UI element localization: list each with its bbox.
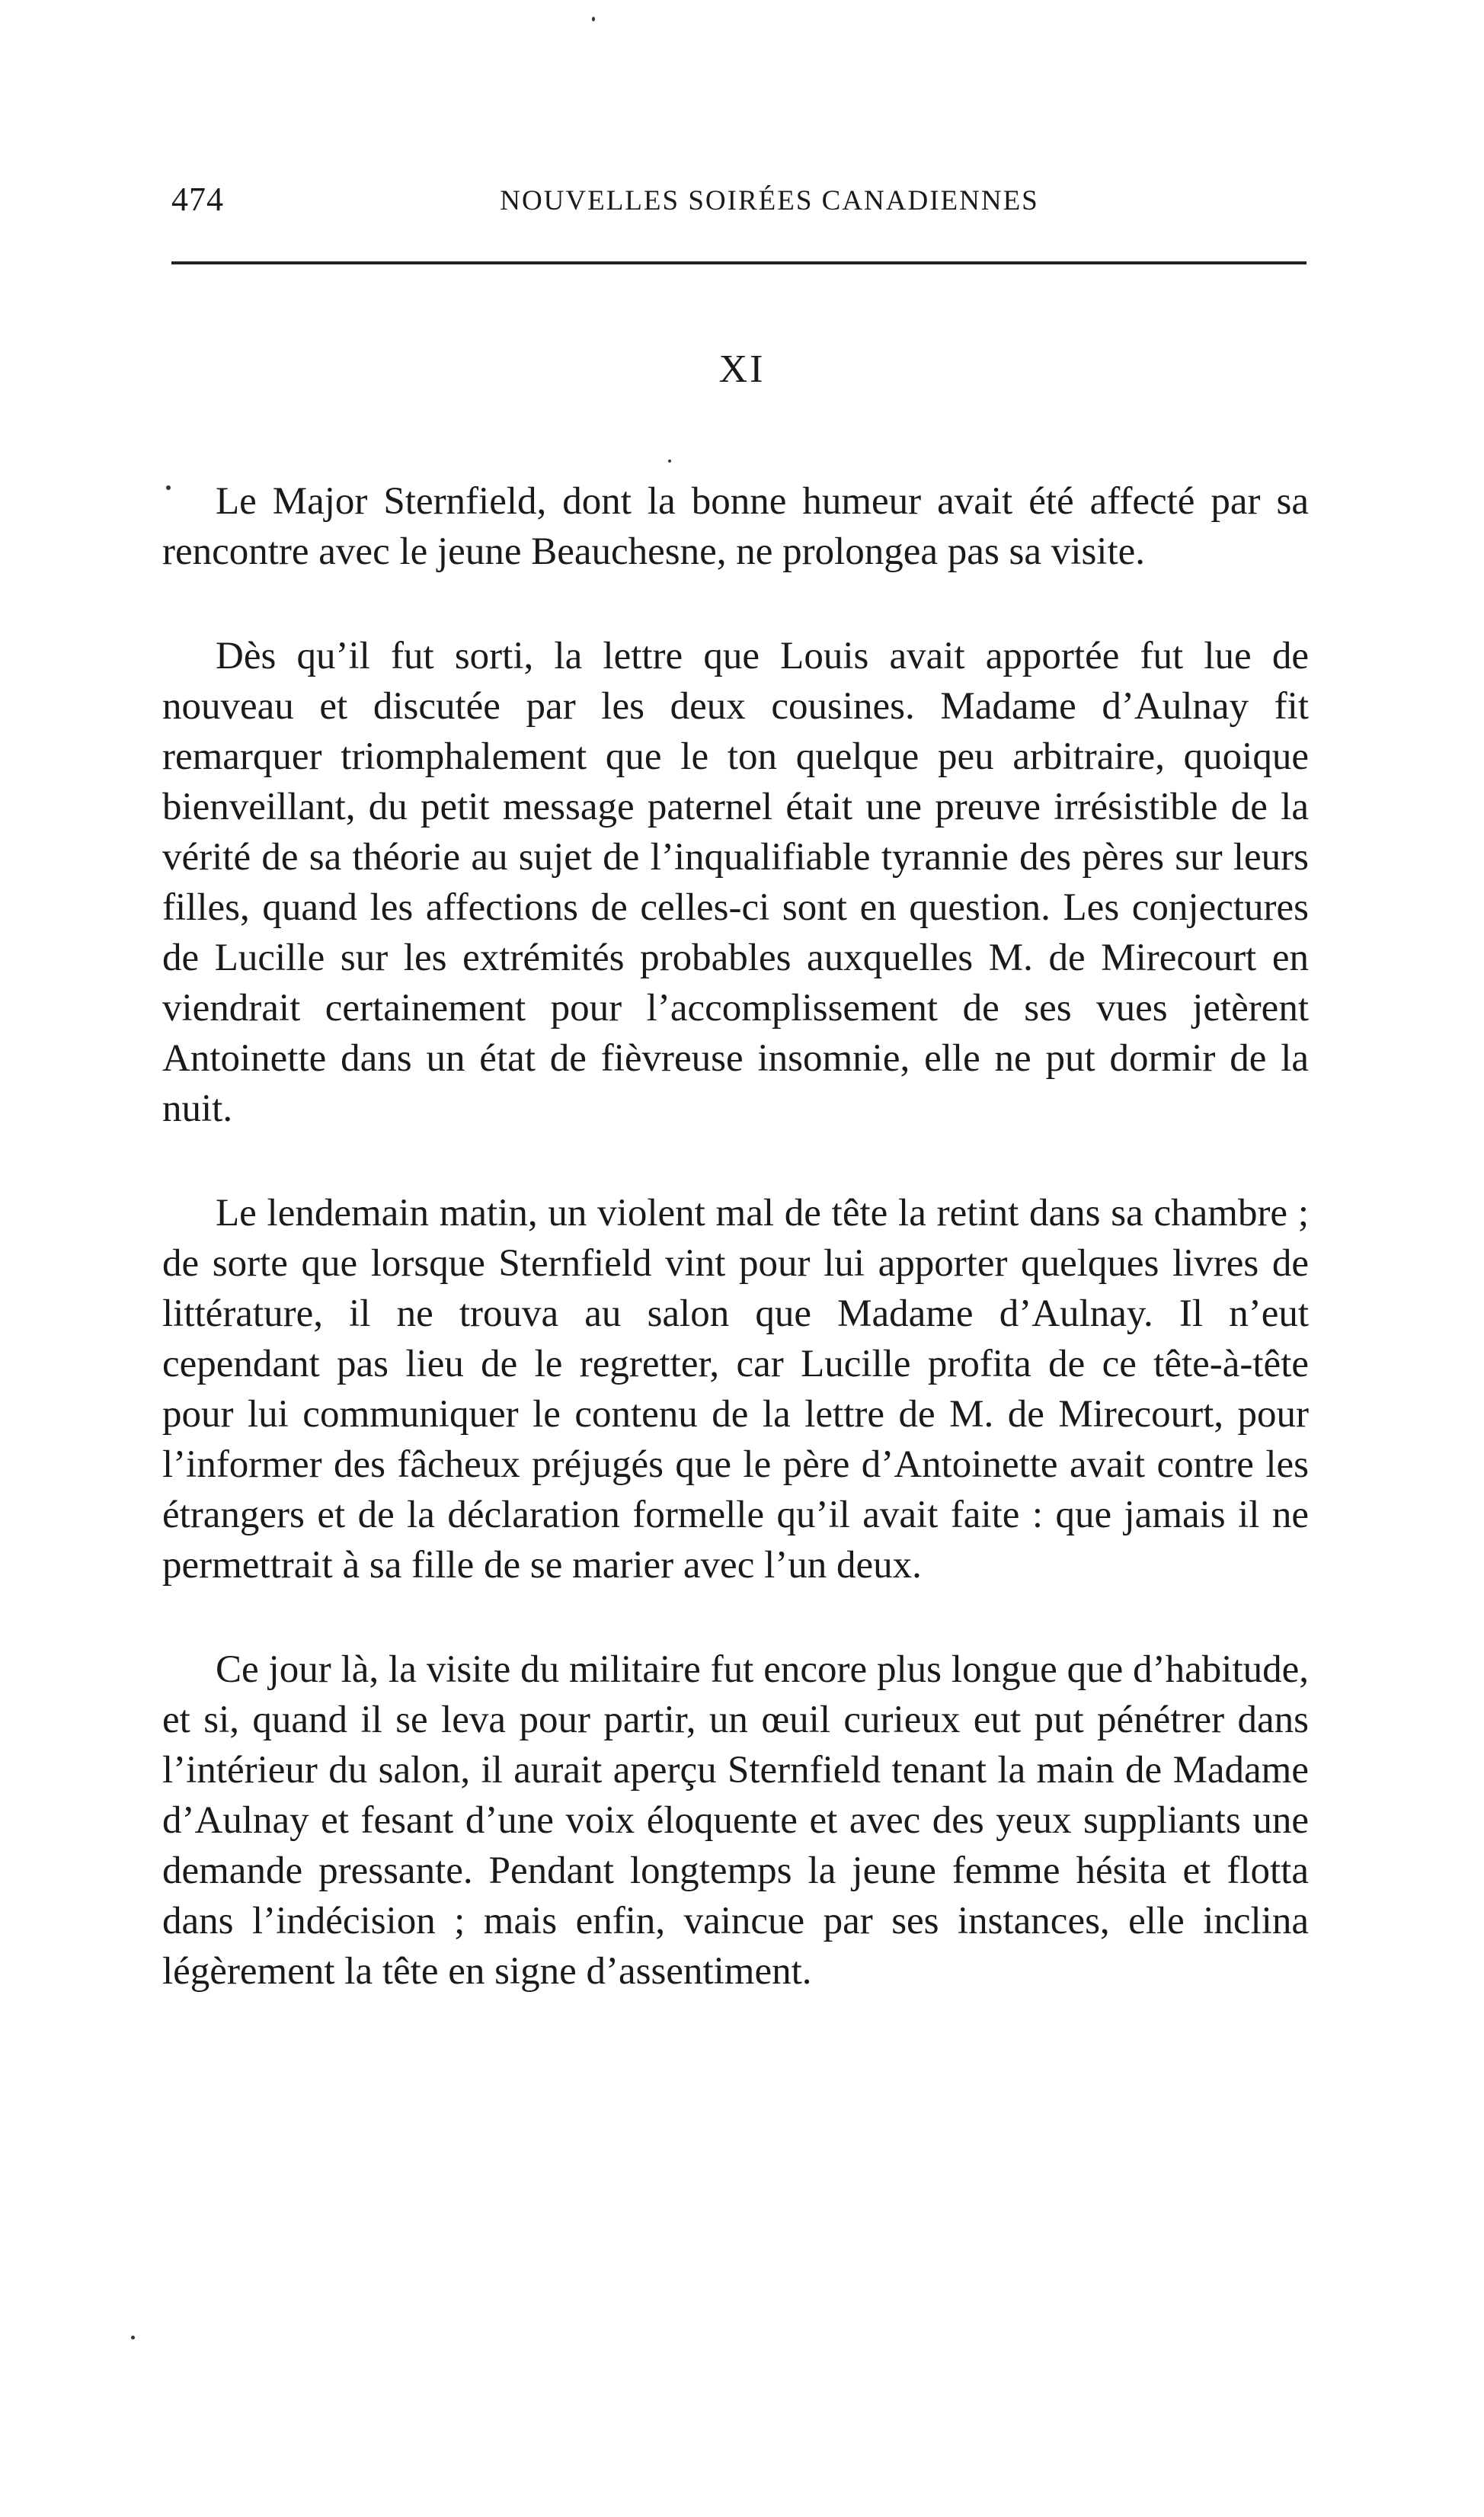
running-title: NOUVELLES SOIRÉES CANADIENNES	[500, 185, 1039, 216]
paragraph-3: Le lendemain matin, un violent mal de tête la retint dans sa chambre ; de sorte que lorsque Sternfield vint pour lui apporter quelques livres de littérature, il ne trouva au salon que Madame d’Aulnay. Il n’eut cependant pas lieu de le regretter, car Lucille profita de ce tête-à-tête pour lui communiquer le contenu de la lettre de M. de Mirecourt, pour l’informer des fâcheux préjugés que le père d’Antoinette avait contre les étrangers et de la déclaration formelle qu’il avait faite : que jamais il ne permettrait à sa fille de se marier avec l’un deux.	[162, 1192, 1309, 1587]
page-number: 474	[171, 181, 224, 218]
paragraph-2: Dès qu’il fut sorti, la lettre que Louis avait apportée fut lue de nouveau et discutée par les deux cousines. Madame d’Aulnay fit remarquer triomphalement que le ton quelque peu arbitraire, quoique bienveillant, du petit message paternel était une preuve irrésistible de la vérité de sa théorie au sujet de l’inqualifiable tyrannie des pères sur leurs filles, quand les affections de celles-ci sont en question. Les conjectures de Lucille sur les extrémités probables auxquelles M. de Mirecourt en viendrait certainement pour l’accomplissement de ses vues jetèrent Antoinette dans un état de fièvreuse insomnie, elle ne put dormir de la nuit.	[162, 635, 1309, 1130]
body-text	[162, 476, 1309, 2051]
paper-speck	[668, 460, 671, 463]
page-header	[171, 180, 1306, 241]
paragraph-1: Le Major Sternfield, dont la bonne humeur avait été affecté par sa rencontre avec le jeune Beauchesne, ne prolongea pas sa visite.	[162, 480, 1309, 573]
paper-speck	[131, 2336, 135, 2339]
paragraph-4: Ce jour là, la visite du militaire fut encore plus longue que d’habitude, et si, quand il se leva pour partir, un œuil curieux eut put pénétrer dans l’intérieur du salon, il aurait aperçu Sternfield tenant la main de Madame d’Aulnay et fesant d’une voix éloquente et avec des yeux suppliants une demande pressante. Pendant longtemps la jeune femme hésita et flotta dans l’indécision ; mais enfin, vaincue par ses instances, elle inclina légèrement la tête en signe d’assentiment.	[162, 1648, 1309, 1993]
paper-speck	[166, 485, 171, 490]
chapter-heading: XI	[718, 347, 766, 391]
header-rule	[171, 261, 1306, 264]
paper-speck	[592, 17, 595, 21]
